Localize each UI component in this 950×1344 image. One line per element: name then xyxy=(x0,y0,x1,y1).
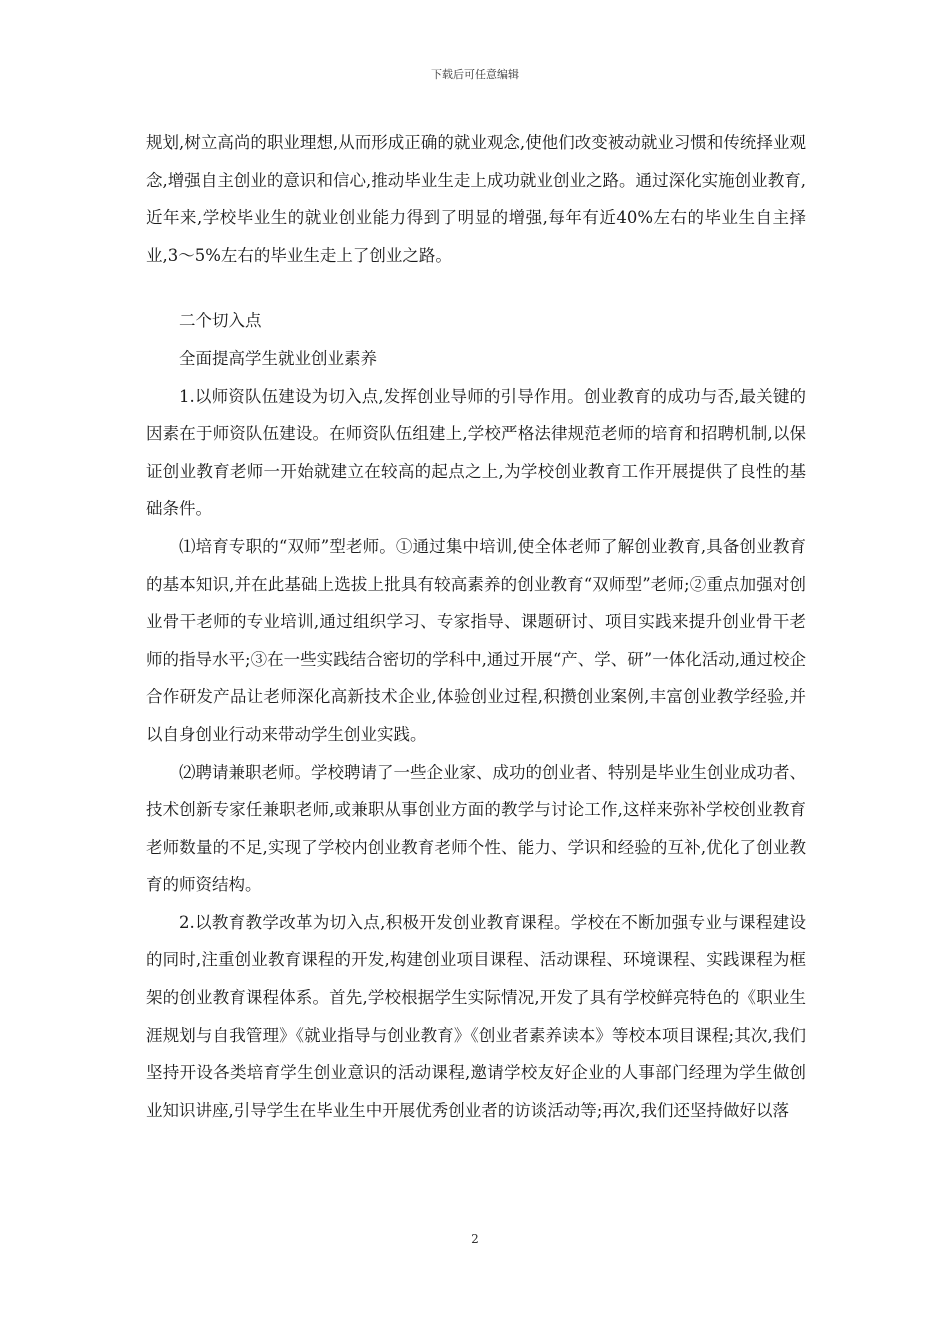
section-subheading: 全面提高学生就业创业素养 xyxy=(179,348,377,368)
page-header: 下载后可任意编辑 xyxy=(431,68,519,81)
section-heading: 二个切入点 xyxy=(179,311,262,331)
paragraph-continuation: 规划,树立高尚的职业理想,从而形成正确的就业观念,使他们改变被动就业习惯和传统择业观念,增强自主创业的意识和信心,推动毕业生走上成功就业创业之路。通过深化实施创业教育,近年来,学校毕业生的就业创业能力得到了明显的增强,每年有近40%左右的毕业生自主择业,3～5%左右的毕业生走上了创业之路。 xyxy=(146,133,806,265)
paragraph-gap xyxy=(146,274,806,302)
paragraph-part-time-teachers: ⑵聘请兼职老师。学校聘请了一些企业家、成功的创业者、特别是毕业生创业成功者、技术创新专家任兼职老师,或兼职从事创业方面的教学与讨论工作,这样来弥补学校创业教育老师数量的不足,实现了学校内创业教育老师个性、能力、学识和经验的互补,优化了创业教育的师资结构。 xyxy=(146,762,806,895)
paragraph-teacher-team: 1.以师资队伍建设为切入点,发挥创业导师的引导作用。创业教育的成功与否,最关键的因素在于师资队伍建设。在师资队伍组建上,学校严格法律规范老师的培育和招聘机制,以保证创业教育老师一开始就建立在较高的起点之上,为学校创业教育工作开展提供了良性的基础条件。 xyxy=(146,386,806,519)
page-number: 2 xyxy=(471,1232,479,1246)
document-body xyxy=(146,124,806,1129)
paragraph-dual-teachers: ⑴培育专职的“双师”型老师。①通过集中培训,使全体老师了解创业教育,具备创业教育的基本知识,并在此基础上选拔上批具有较高素养的创业教育“双师型”老师;②重点加强对创业骨干老师的专业培训,通过组织学习、专家指导、课题研讨、项目实践来提升创业骨干老师的指导水平;③在一些实践结合密切的学科中,通过开展“产、学、研”一体化活动,通过校企合作研发产品让老师深化高新技术企业,体验创业过程,积攒创业案例,丰富创业教学经验,并以自身创业行动来带动学生创业实践。 xyxy=(146,536,806,744)
paragraph-curriculum-reform: 2.以教育教学改革为切入点,积极开发创业教育课程。学校在不断加强专业与课程建设的同时,注重创业教育课程的开发,构建创业项目课程、活动课程、环境课程、实践课程为框架的创业教育课程体系。首先,学校根据学生实际情况,开发了具有学校鲜亮特色的《职业生涯规划与自我管理》《就业指导与创业教育》《创业者素养读本》等校本项目课程;其次,我们坚持开设各类培育学生创业意识的活动课程,邀请学校友好企业的人事部门经理为学生做创业知识讲座,引导学生在毕业生中开展优秀创业者的访谈活动等;再次,我们还坚持做好以落 xyxy=(146,912,806,1120)
